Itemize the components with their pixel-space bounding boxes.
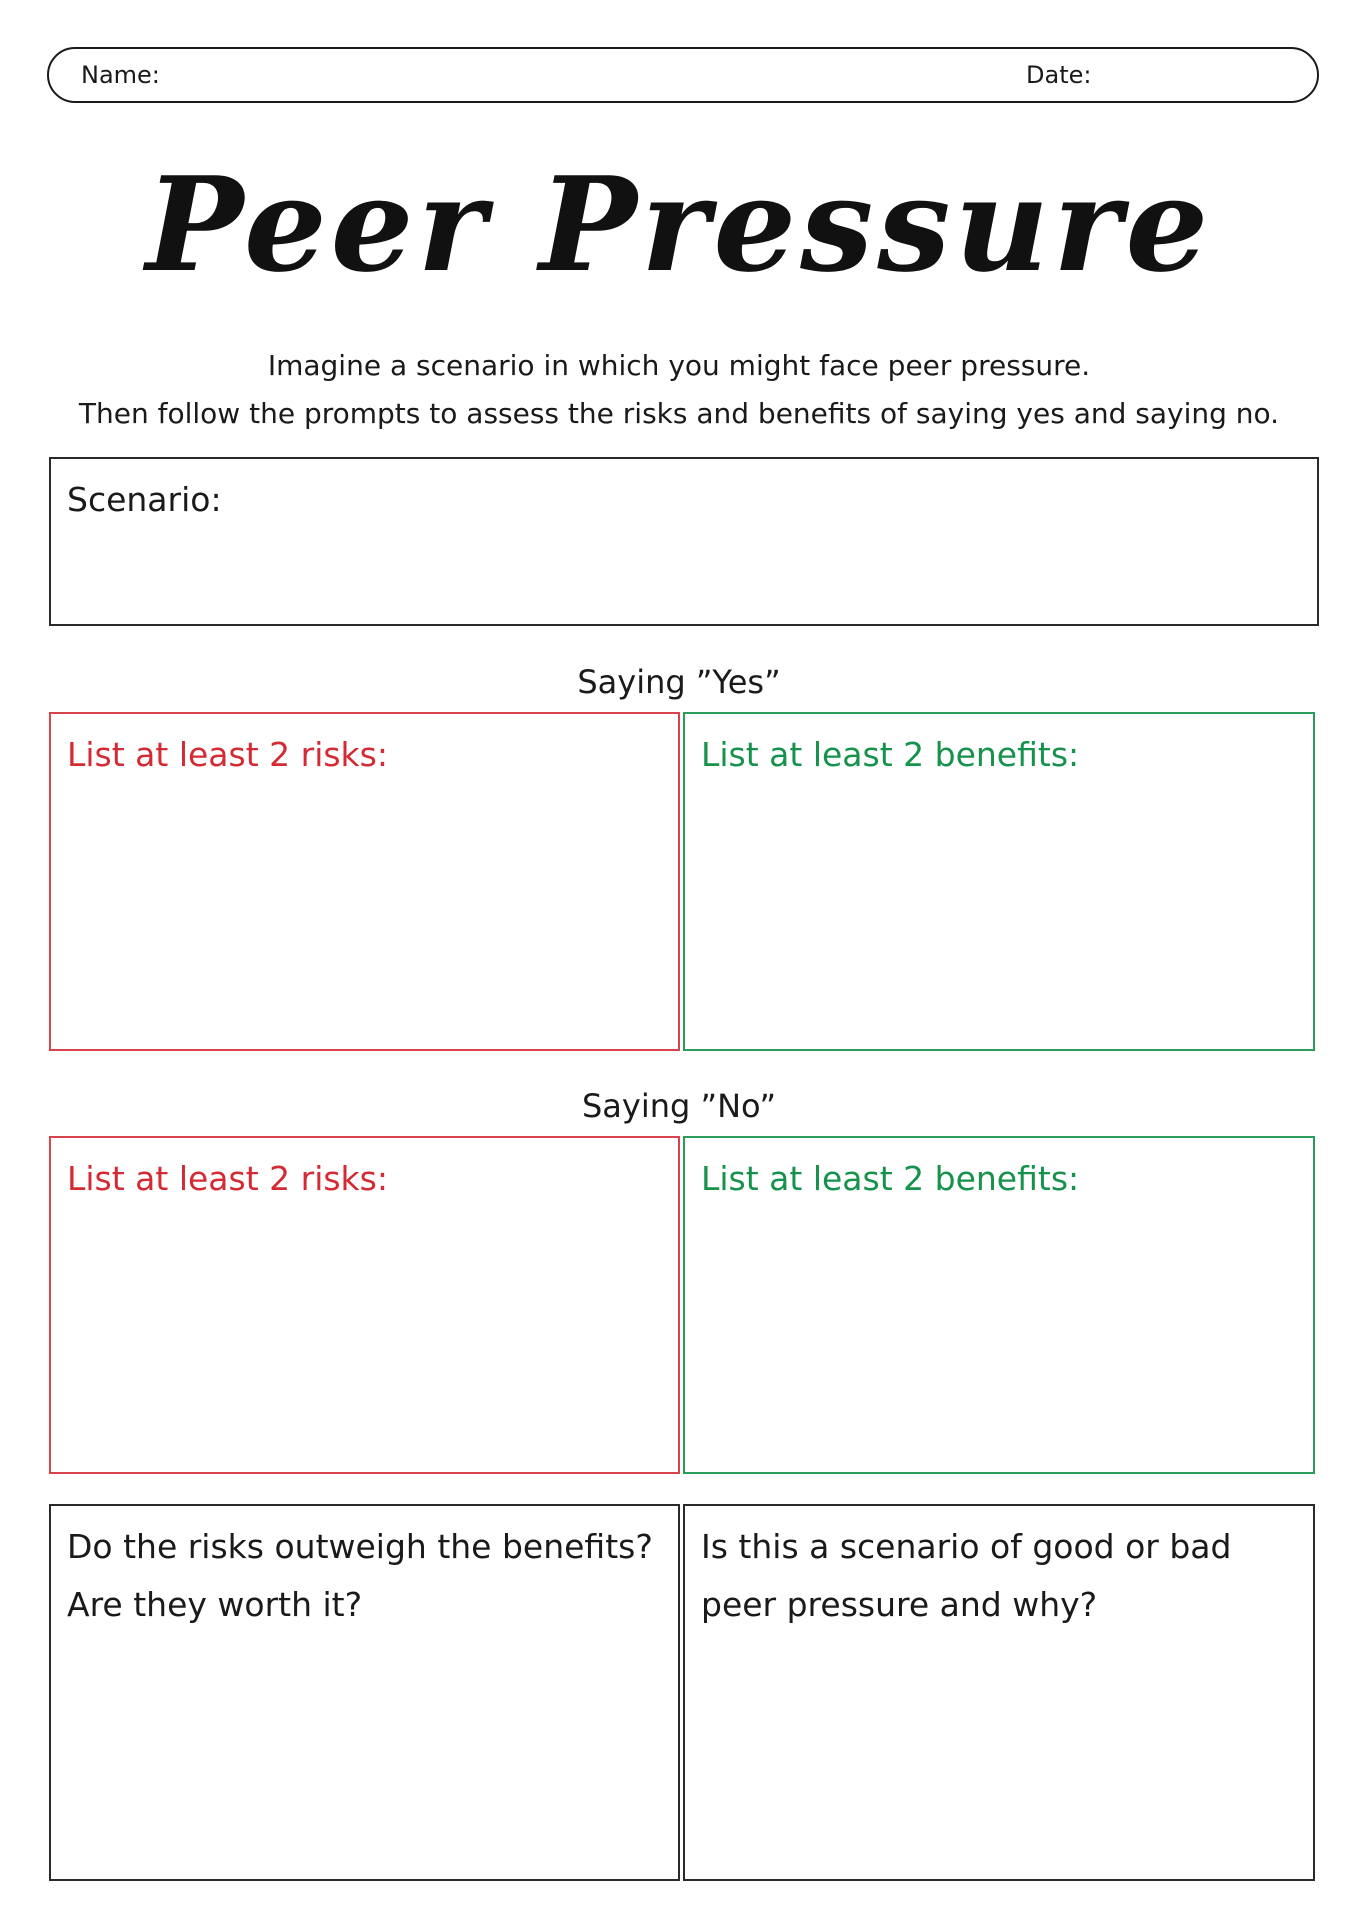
saying-yes-heading: Saying ”Yes”: [577, 663, 781, 701]
name-label: Name:: [81, 61, 160, 89]
question-line: Are they worth it?: [67, 1585, 363, 1624]
instructions-line-2: Then follow the prompts to assess the risks and benefits of saying yes and saying no.: [78, 397, 1280, 430]
question-line: Do the risks outweigh the benefits?: [67, 1527, 653, 1566]
yes-risks-label: List at least 2 risks:: [67, 735, 388, 774]
good-or-bad-question: [701, 1518, 1231, 1634]
instructions-line-1: Imagine a scenario in which you might face peer pressure.: [267, 349, 1091, 382]
scenario-label: Scenario:: [67, 480, 222, 519]
date-label: Date:: [1026, 61, 1092, 89]
good-or-bad-pressure-box[interactable]: [683, 1504, 1315, 1881]
no-benefits-box[interactable]: [683, 1136, 1315, 1474]
question-line: Is this a scenario of good or bad: [701, 1527, 1232, 1566]
no-risks-box[interactable]: [49, 1136, 680, 1474]
no-benefits-label: List at least 2 benefits:: [701, 1159, 1080, 1198]
no-risks-label: List at least 2 risks:: [67, 1159, 388, 1198]
risks-vs-benefits-box[interactable]: [49, 1504, 680, 1881]
question-line: peer pressure and why?: [701, 1585, 1098, 1624]
saying-no-heading: Saying ”No”: [581, 1087, 777, 1125]
scenario-box[interactable]: [49, 457, 1319, 626]
yes-benefits-label: List at least 2 benefits:: [701, 735, 1080, 774]
name-date-bar: [47, 47, 1319, 103]
page-title: Peer Pressure: [145, 148, 1213, 301]
risks-vs-benefits-question: [67, 1518, 653, 1634]
yes-benefits-box[interactable]: [683, 712, 1315, 1051]
yes-risks-box[interactable]: [49, 712, 680, 1051]
